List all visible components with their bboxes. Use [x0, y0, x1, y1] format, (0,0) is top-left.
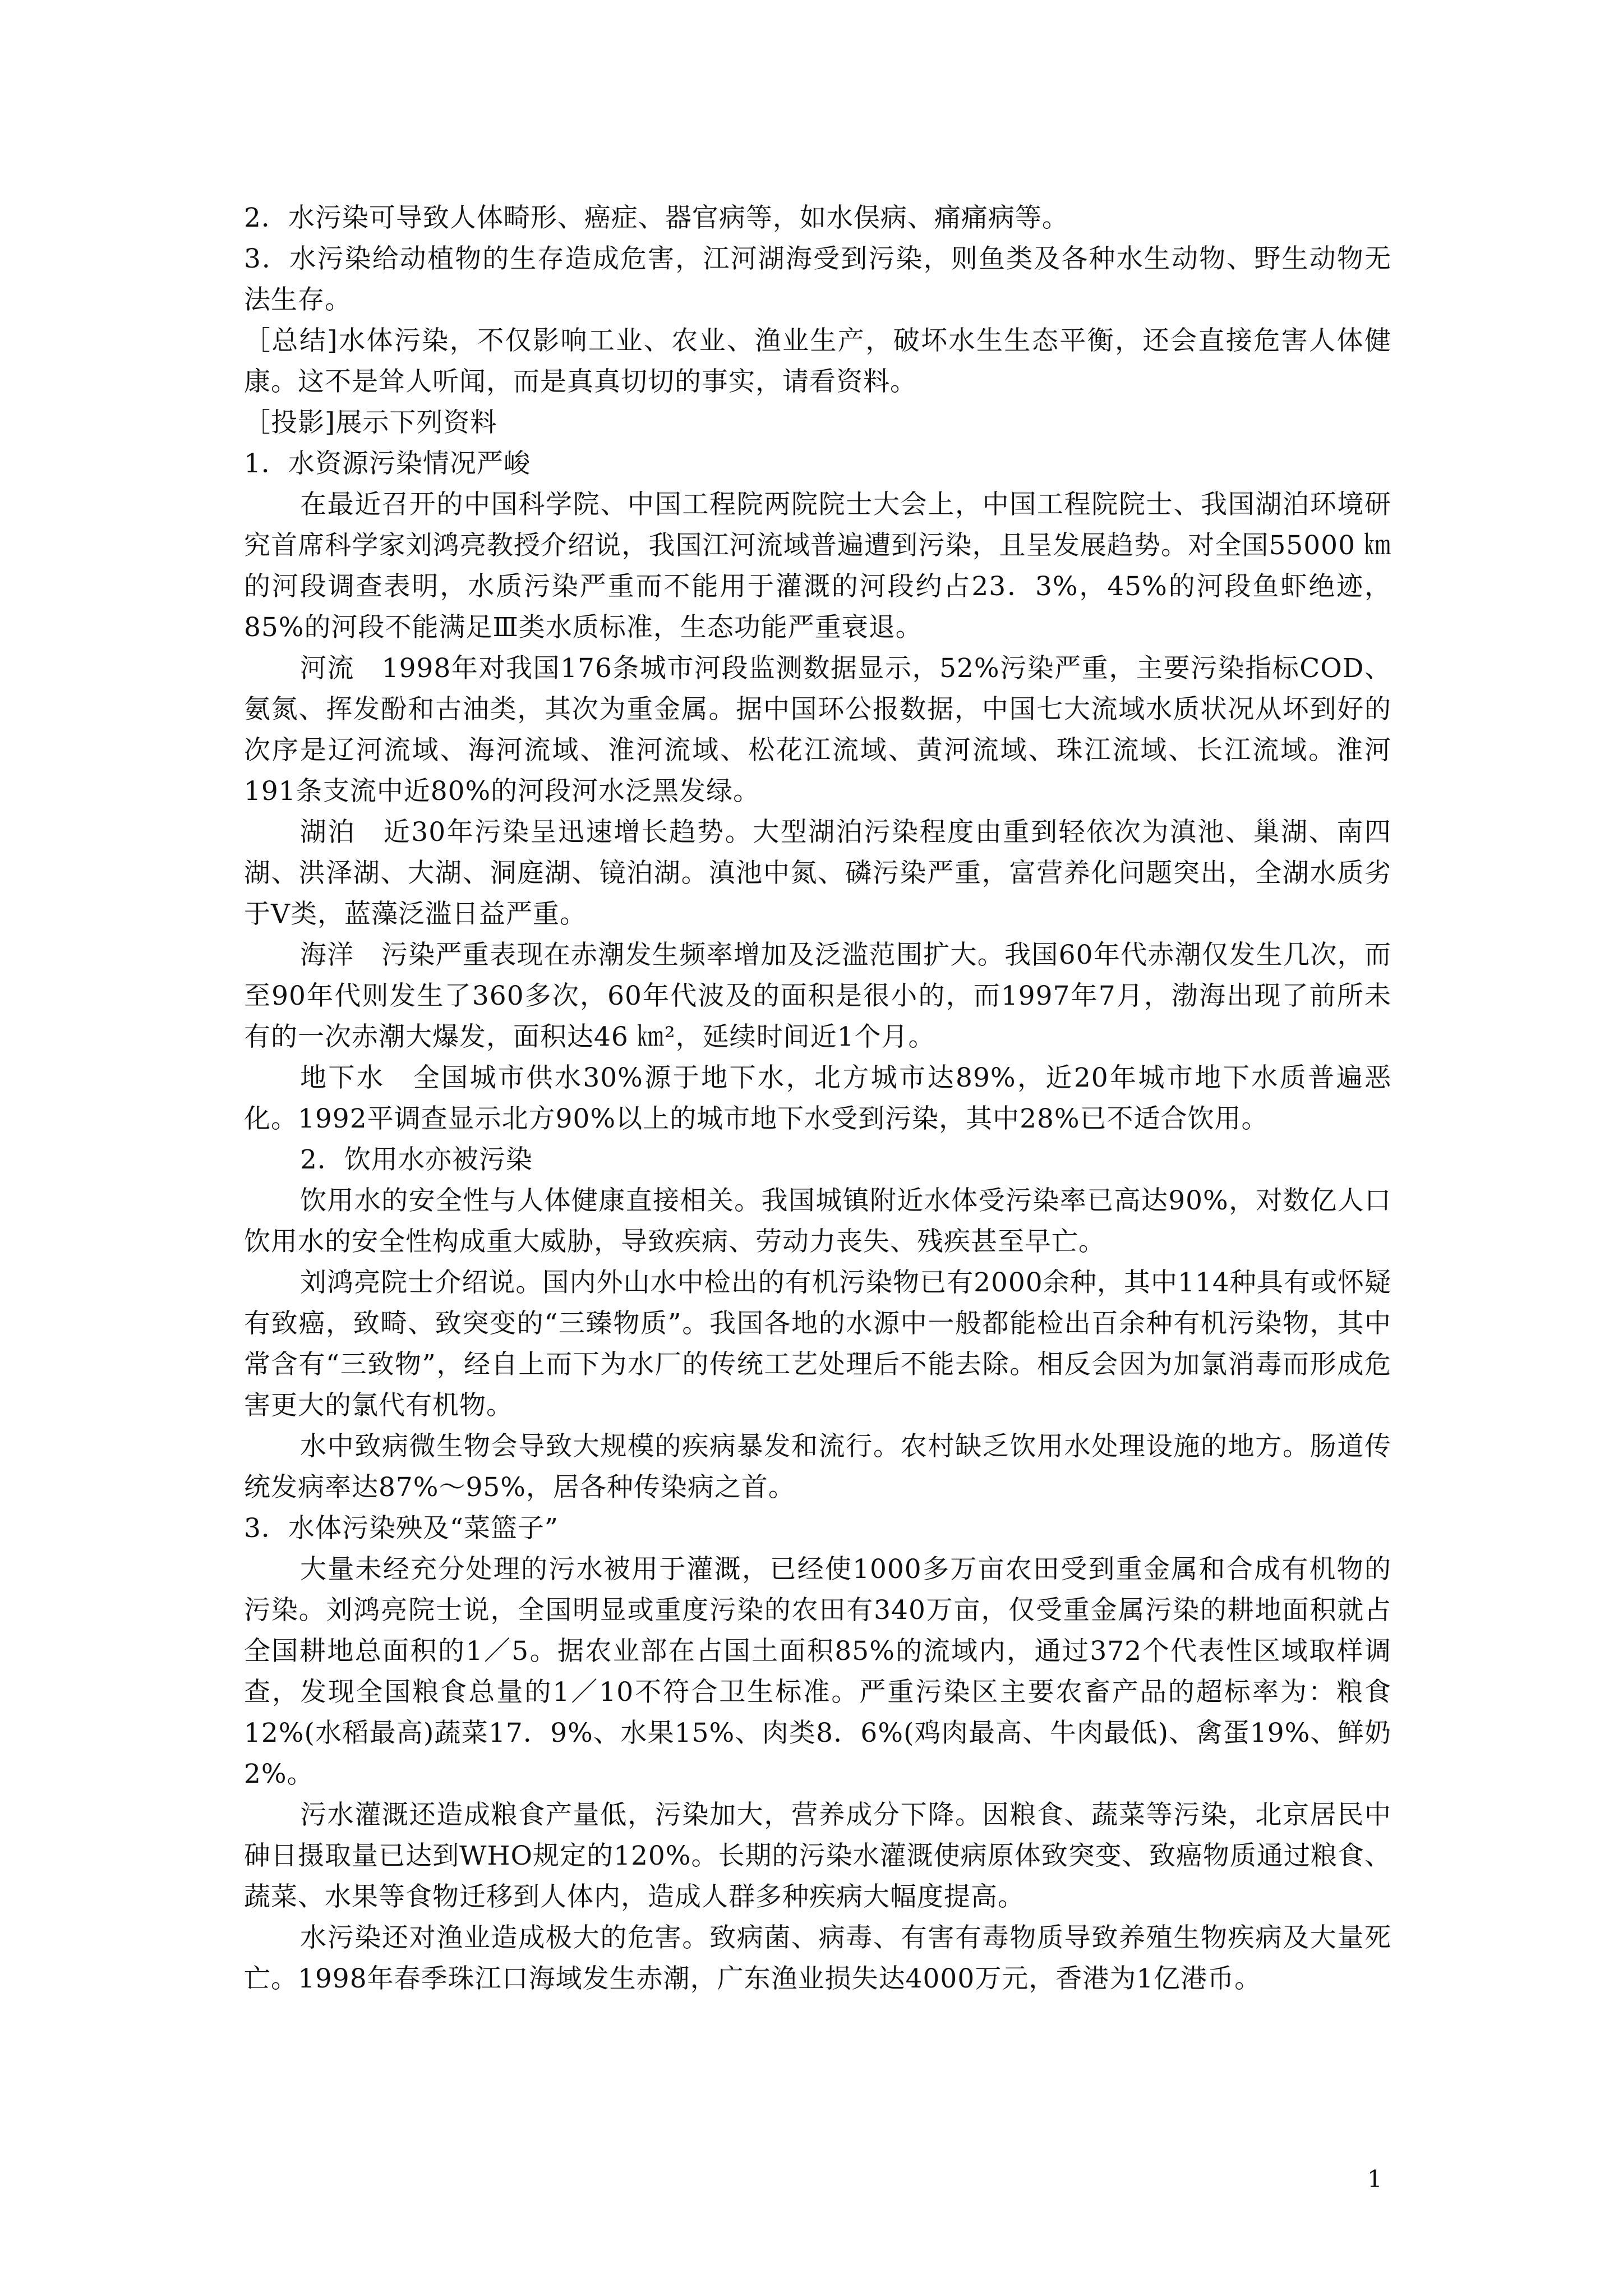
paragraph: 海洋 污染严重表现在赤潮发生频率增加及泛滥范围扩大。我国60年代赤潮仅发生几次，而至90年代则发生了360多次，60年代波及的面积是很小的，而1997年7月，渤海出现了前所未有的一次赤潮大爆发，面积达46 ㎞²，延续时间近1个月。 — [244, 940, 1391, 1052]
paragraph: ［总结]水体污染，不仅影响工业、农业、渔业生产，破坏水生生态平衡，还会直接危害人体健康。这不是耸人听闻，而是真真切切的事实，请看资料。 — [244, 325, 1391, 397]
page-number: 1 — [1367, 2165, 1382, 2193]
paragraph: 在最近召开的中国科学院、中国工程院两院院士大会上，中国工程院院士、我国湖泊环境研究首席科学家刘鸿亮教授介绍说，我国江河流域普遍遭到污染，且呈发展趋势。对全国55000 ㎞的河段调查表明，水质污染严重而不能用于灌溉的河段约占23．3%，45%的河段鱼虾绝迹，85%的河段不能满足Ⅲ类水质标准，生态功能严重衰退。 — [244, 489, 1391, 643]
paragraph: 湖泊 近30年污染呈迅速增长趋势。大型湖泊污染程度由重到轻依次为滇池、巢湖、南四湖、洪泽湖、大湖、洞庭湖、镜泊湖。滇池中氮、磷污染严重，富营养化问题突出，全湖水质劣于Ⅴ类，蓝藻泛滥日益严重。 — [244, 817, 1391, 930]
paragraph: 河流 1998年对我国176条城市河段监测数据显示，52%污染严重，主要污染指标COD、氨氮、挥发酚和古油类，其次为重金属。据中国环公报数据，中国七大流域水质状况从坏到好的次序是辽河流域、海河流域、淮河流域、松花江流域、黄河流域、珠江流域、长江流域。淮河191条支流中近80%的河段河水泛黑发绿。 — [244, 653, 1391, 807]
paragraph: 3．水污染给动植物的生存造成危害，江河湖海受到污染，则鱼类及各种水生动物、野生动物无法生存。 — [244, 243, 1391, 315]
paragraph: 饮用水的安全性与人体健康直接相关。我国城镇附近水体受污染率已高达90%，对数亿人口饮用水的安全性构成重大威胁，导致疾病、劳动力丧失、残疾甚至早亡。 — [244, 1185, 1391, 1257]
paragraph: 污水灌溉还造成粮食产量低，污染加大，营养成分下降。因粮食、蔬菜等污染，北京居民中砷日摄取量已达到WHO规定的120%。长期的污染水灌溉使病原体致突变、致癌物质通过粮食、蔬菜、水果等食物迁移到人体内，造成人群多种疾病大幅度提高。 — [244, 1800, 1391, 1912]
paragraph: 大量未经充分处理的污水被用于灌溉，已经使1000多万亩农田受到重金属和合成有机物的污染。刘鸿亮院士说，全国明显或重度污染的农田有340万亩，仅受重金属污染的耕地面积就占全国耕地总面积的1／5。据农业部在占国土面积85%的流域内，通过372个代表性区域取样调查，发现全国粮食总量的1／10不符合卫生标准。严重污染区主要农畜产品的超标率为：粮食12%(水稻最高)蔬菜17．9%、水果15%、肉类8．6%(鸡肉最高、牛肉最低)、禽蛋19%、鲜奶2%。 — [244, 1554, 1391, 1789]
document-body — [244, 197, 1391, 1999]
paragraph: 刘鸿亮院士介绍说。国内外山水中检出的有机污染物已有2000余种，其中114种具有或怀疑有致癌，致畸、致突变的“三臻物质”。我国各地的水源中一般都能检出百余种有机污染物，其中常含有“三致物”，经自上而下为水厂的传统工艺处理后不能去除。相反会因为加氯消毒而形成危害更大的氯代有机物。 — [244, 1267, 1391, 1421]
paragraph: 2．水污染可导致人体畸形、癌症、器官病等，如水俣病、痛痛病等。 — [244, 203, 1069, 233]
paragraph: ［投影]展示下列资料 — [244, 407, 497, 438]
section-heading: 3．水体污染殃及“菜篮子” — [244, 1513, 559, 1544]
section-heading: 2．饮用水亦被污染 — [300, 1144, 533, 1175]
paragraph: 地下水 全国城市供水30%源于地下水，北方城市达89%，近20年城市地下水质普遍恶化。1992平调查显示北方90%以上的城市地下水受到污染，其中28%已不适合饮用。 — [244, 1062, 1391, 1134]
section-heading: 1．水资源污染情况严峻 — [244, 448, 531, 479]
paragraph: 水污染还对渔业造成极大的危害。致病菌、病毒、有害有毒物质导致养殖生物疾病及大量死亡。1998年春季珠江口海域发生赤潮，广东渔业损失达4000万元，香港为1亿港币。 — [244, 1922, 1391, 1994]
paragraph: 水中致病微生物会导致大规模的疾病暴发和流行。农村缺乏饮用水处理设施的地方。肠道传统发病率达87%～95%，居各种传染病之首。 — [244, 1431, 1391, 1503]
